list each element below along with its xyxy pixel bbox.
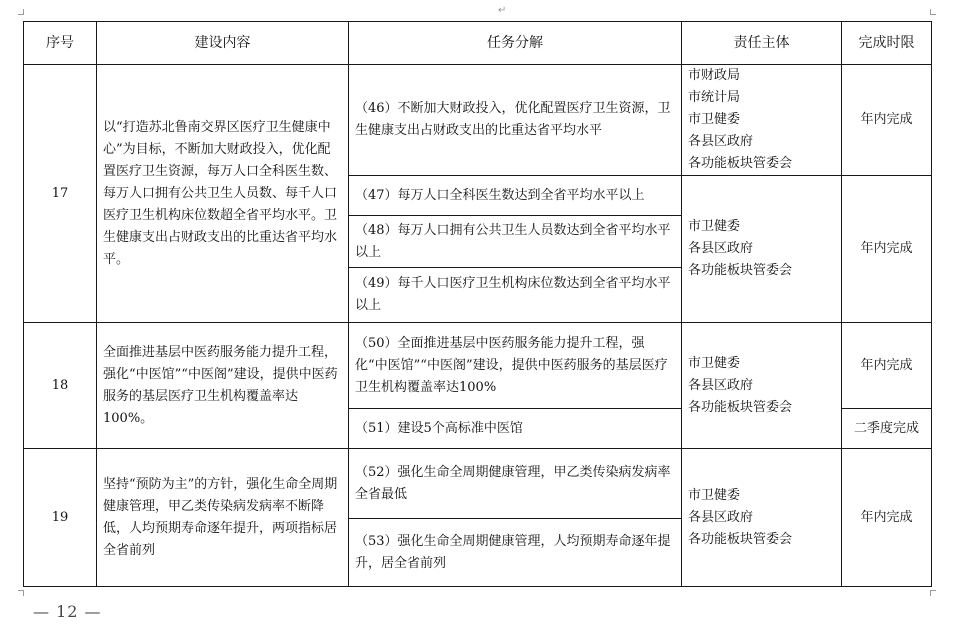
task-item: （49）每千人口医疗卫生机构床位数达到全省平均水平以上 <box>349 268 682 323</box>
deadline-cell: 年内完成 <box>842 323 932 409</box>
header-responsible: 责任主体 <box>682 22 842 65</box>
row-content: 坚持“预防为主”的方针，强化生命全周期健康管理，甲乙类传染病发病率不断降低，人均预期寿命逐年提升，两项指标居全省前列 <box>97 449 349 587</box>
crop-mark <box>23 9 24 15</box>
row-number: 17 <box>24 65 97 323</box>
header-no: 序号 <box>24 22 97 65</box>
task-item: （52）强化生命全周期健康管理，甲乙类传染病发病率全省最低 <box>349 449 682 519</box>
deadline-cell: 年内完成 <box>842 449 932 587</box>
task-item: （48）每万人口拥有公共卫生人员数达到全省平均水平以上 <box>349 216 682 268</box>
row-content: 全面推进基层中医药服务能力提升工程，强化“中医馆”“中医阁”建设，提供中医药服务的基层医疗卫生机构覆盖率达100%。 <box>97 323 349 449</box>
deadline-cell: 二季度完成 <box>842 409 932 449</box>
header-tasks: 任务分解 <box>349 22 682 65</box>
responsible-cell: 市财政局 市统计局 市卫健委 各县区政府 各功能板块管委会 <box>682 65 842 176</box>
task-item: （46）不断加大财政投入，优化配置医疗卫生资源，卫生健康支出占财政支出的比重达省平均水平 <box>349 65 682 176</box>
deadline-cell: 年内完成 <box>842 176 932 323</box>
table-row <box>24 449 932 519</box>
task-item: （47）每万人口全科医生数达到全省平均水平以上 <box>349 176 682 216</box>
table-row <box>24 323 932 409</box>
deadline-cell: 年内完成 <box>842 65 932 176</box>
row-number: 18 <box>24 323 97 449</box>
task-item: （51）建设5个高标准中医馆 <box>349 409 682 449</box>
crop-mark <box>23 590 24 596</box>
responsible-cell: 市卫健委 各县区政府 各功能板块管委会 <box>682 323 842 449</box>
task-table <box>23 21 932 587</box>
header-content: 建设内容 <box>97 22 349 65</box>
task-item: （53）强化生命全周期健康管理，人均预期寿命逐年提升，居全省前列 <box>349 519 682 587</box>
crop-mark <box>930 590 931 596</box>
header-deadline: 完成时限 <box>842 22 932 65</box>
table-header-row <box>24 22 932 65</box>
paragraph-mark-icon: ↵ <box>498 5 507 16</box>
row-number: 19 <box>24 449 97 587</box>
page-number: — 12 — <box>33 602 102 621</box>
responsible-cell: 市卫健委 各县区政府 各功能板块管委会 <box>682 176 842 323</box>
task-item: （50）全面推进基层中医药服务能力提升工程，强化“中医馆”“中医阁”建设，提供中医药服务的基层医疗卫生机构覆盖率达100% <box>349 323 682 409</box>
row-content: 以“打造苏北鲁南交界区医疗卫生健康中心”为目标，不断加大财政投入，优化配置医疗卫生资源，每万人口全科医生数、每万人口拥有公共卫生人员数、每千人口医疗卫生机构床位数超全省平均水平。卫生健康支出占财政支出的比重达省平均水平。 <box>97 65 349 323</box>
table-row <box>24 65 932 176</box>
crop-mark <box>930 9 931 15</box>
responsible-cell: 市卫健委 各县区政府 各功能板块管委会 <box>682 449 842 587</box>
